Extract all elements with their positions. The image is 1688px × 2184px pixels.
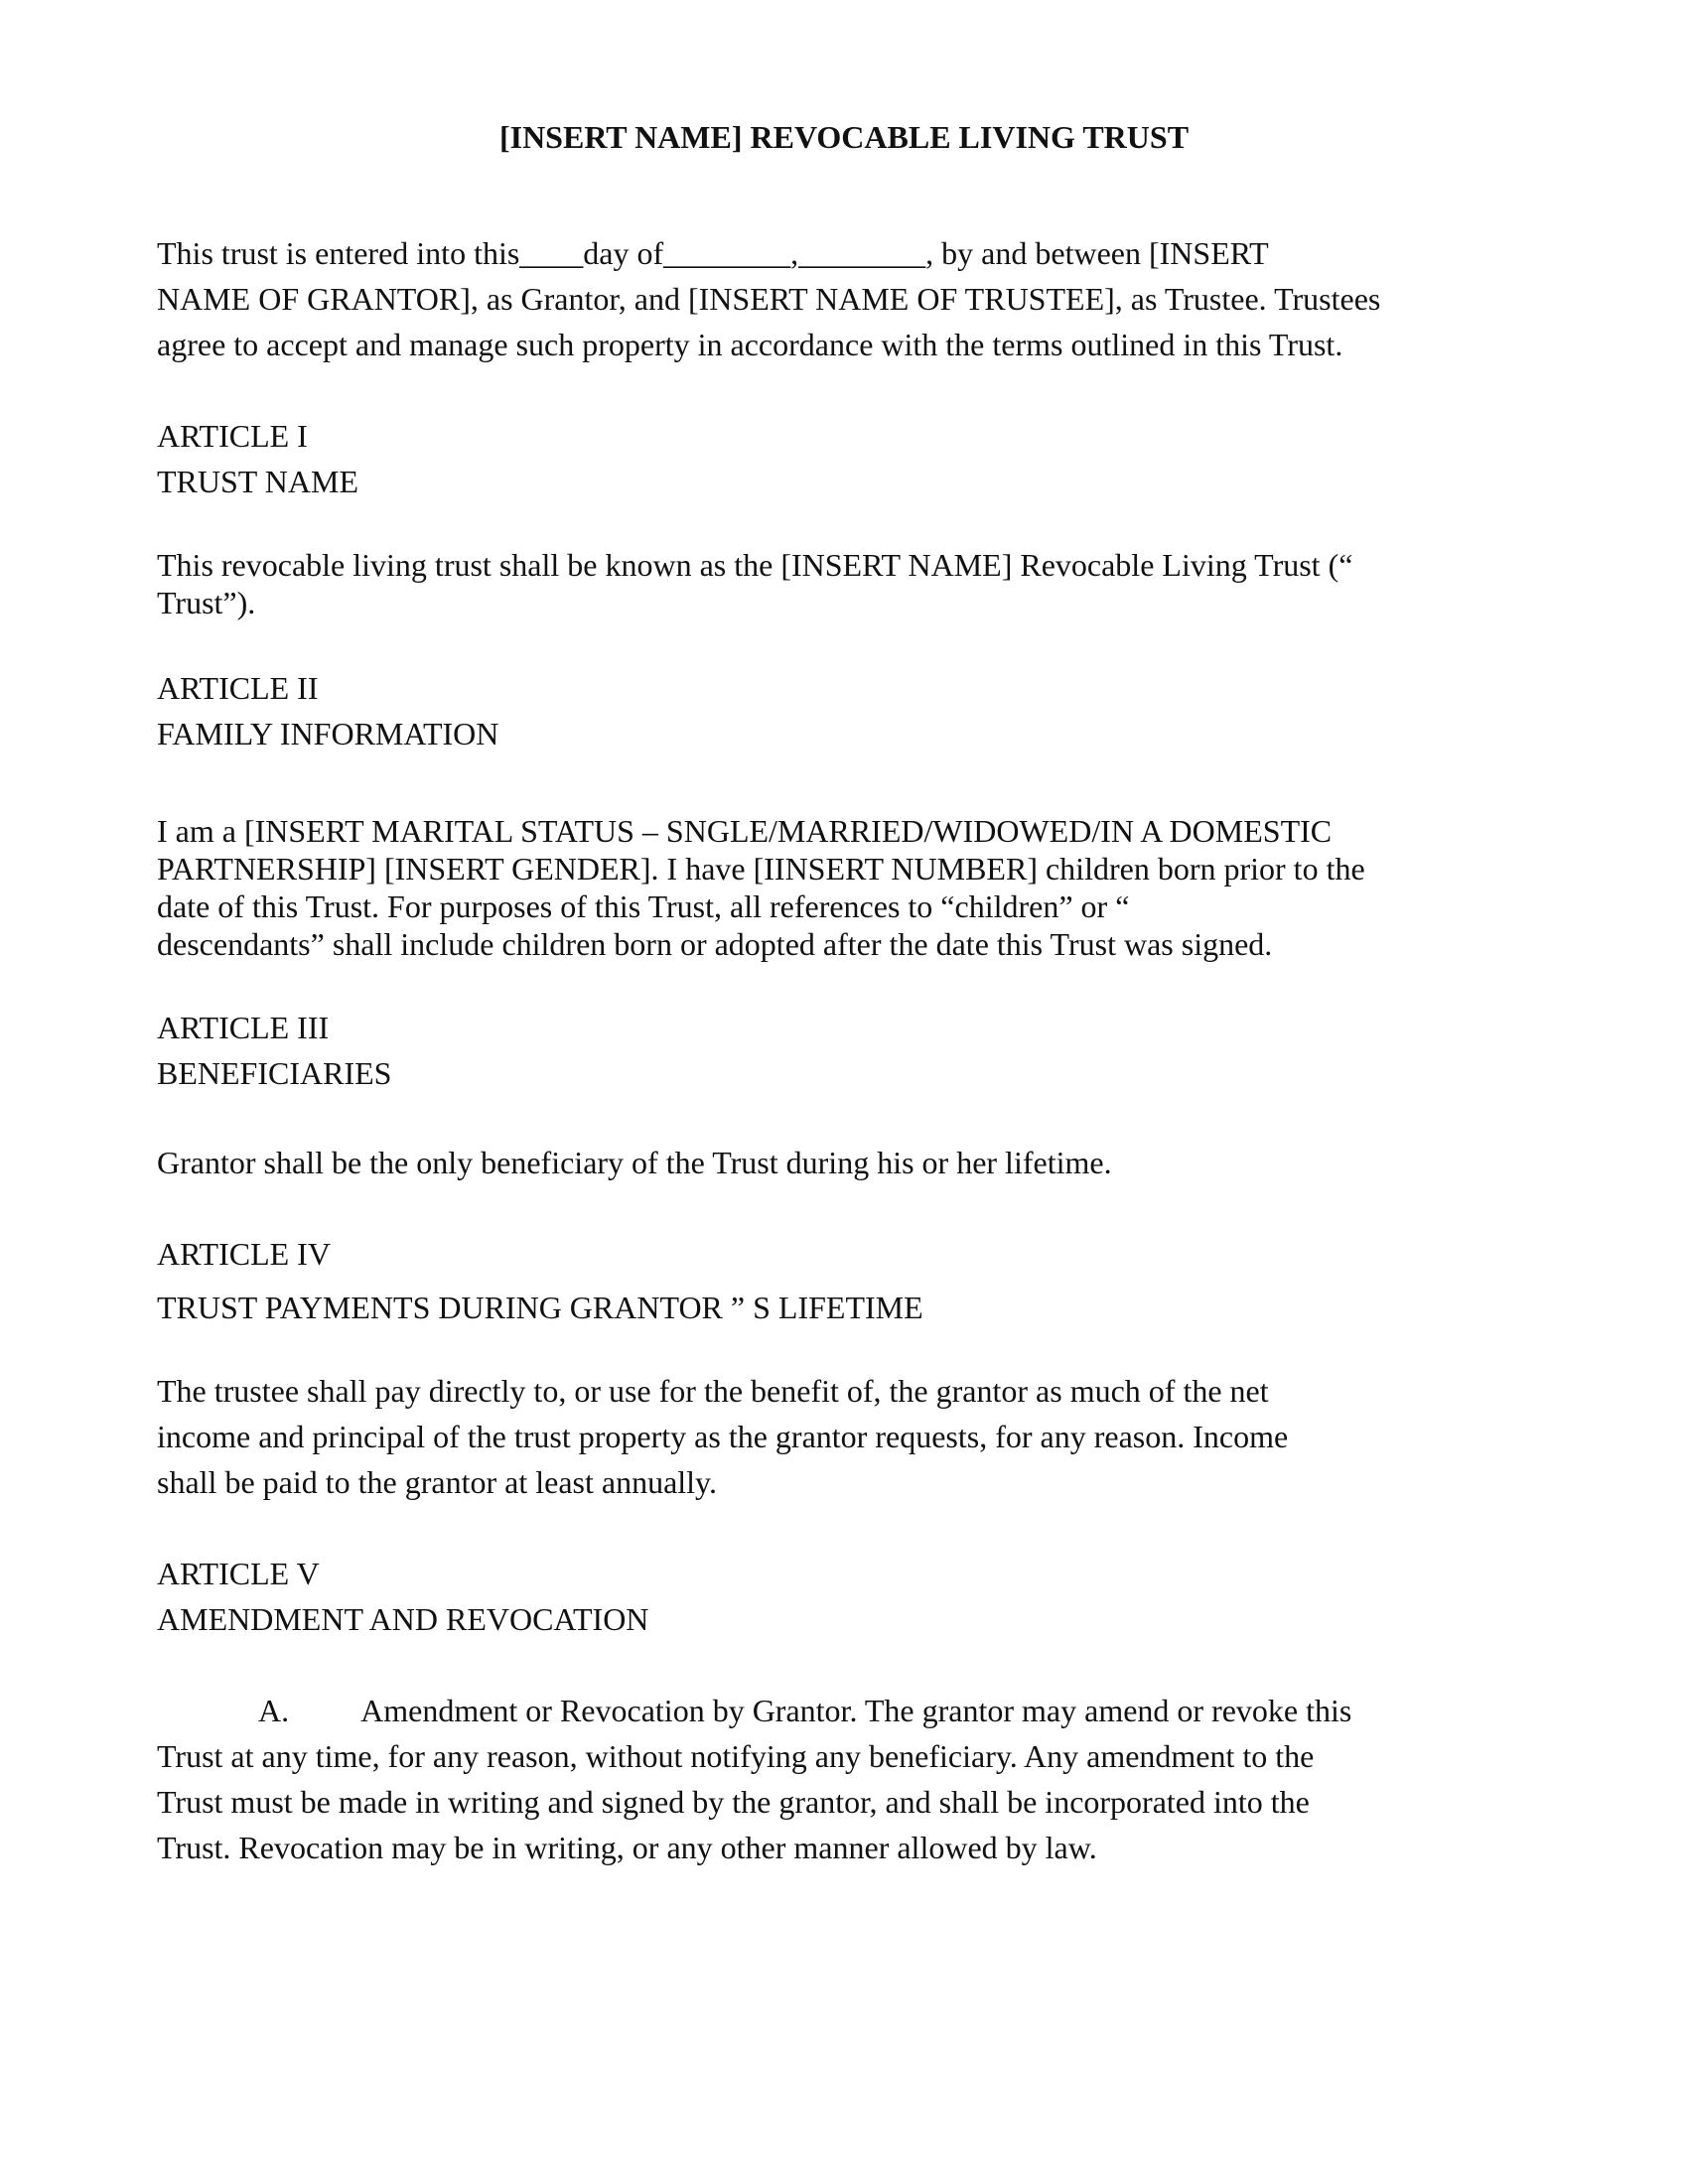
body-line: PARTNERSHIP] [INSERT GENDER]. I have [IINSERT NUMBER] children born prior to the [157, 851, 1365, 887]
body-line: Trust at any time, for any reason, without notifying any beneficiary. Any amendment to the [157, 1738, 1315, 1774]
article-heading: TRUST NAME [157, 464, 358, 499]
body-line [157, 1688, 1547, 1733]
article-4-body [157, 1368, 1547, 1505]
intro-line: This trust is entered into this____day of________,________, by and between [INSERT [157, 235, 1269, 271]
body-line: I am a [INSERT MARITAL STATUS – SNGLE/MARRIED/WIDOWED/IN A DOMESTIC [157, 813, 1333, 849]
article-4-heading-block [157, 1285, 1547, 1330]
body-line: The trustee shall pay directly to, or use for the benefit of, the grantor as much of the net [157, 1373, 1269, 1409]
article-number: ARTICLE II [157, 670, 319, 706]
article-1-body [157, 546, 1547, 621]
body-line: Trust. Revocation may be in writing, or any other manner allowed by law. [157, 1830, 1097, 1865]
article-3-body [157, 1140, 1547, 1185]
article-heading: AMENDMENT AND REVOCATION [157, 1601, 649, 1637]
article-5-body [157, 1688, 1547, 1870]
body-line: shall be paid to the grantor at least annually. [157, 1464, 717, 1500]
intro-paragraph [157, 230, 1547, 367]
article-4-header [157, 1231, 1547, 1277]
body-line: Trust must be made in writing and signed by the grantor, and shall be incorporated into the [157, 1784, 1310, 1820]
article-2-body [157, 812, 1547, 963]
body-line: Trust”). [157, 585, 256, 620]
article-number: ARTICLE IV [157, 1236, 331, 1272]
body-line: This revocable living trust shall be known as the [INSERT NAME] Revocable Living Trust (“ [157, 547, 1353, 583]
item-marker: A. [258, 1693, 290, 1728]
body-line: Grantor shall be the only beneficiary of the Trust during his or her lifetime. [157, 1145, 1112, 1180]
item-first-line: Amendment or Revocation by Grantor. The grantor may amend or revoke this [360, 1693, 1352, 1728]
article-heading: FAMILY INFORMATION [157, 716, 499, 751]
article-number: ARTICLE III [157, 1010, 330, 1045]
article-heading: BENEFICIARIES [157, 1055, 392, 1091]
body-line: income and principal of the trust property as the grantor requests, for any reason. Income [157, 1419, 1289, 1454]
article-3-header [157, 1005, 1547, 1096]
article-number: ARTICLE I [157, 418, 308, 454]
article-1-header [157, 413, 1547, 504]
article-number: ARTICLE V [157, 1556, 320, 1591]
article-5-header [157, 1551, 1547, 1642]
body-line: descendants” shall include children born or adopted after the date this Trust was signed. [157, 926, 1273, 962]
intro-line: agree to accept and manage such property in accordance with the terms outlined in this Trust. [157, 327, 1343, 362]
body-line: date of this Trust. For purposes of this Trust, all references to “children” or “ [157, 888, 1130, 924]
article-heading: TRUST PAYMENTS DURING GRANTOR ” S LIFETIME [157, 1290, 923, 1325]
article-2-header [157, 665, 1547, 756]
intro-line: NAME OF GRANTOR], as Grantor, and [INSERT NAME OF TRUSTEE], as Trustee. Trustees [157, 281, 1381, 317]
document-title: [INSERT NAME] REVOCABLE LIVING TRUST [498, 119, 1190, 155]
